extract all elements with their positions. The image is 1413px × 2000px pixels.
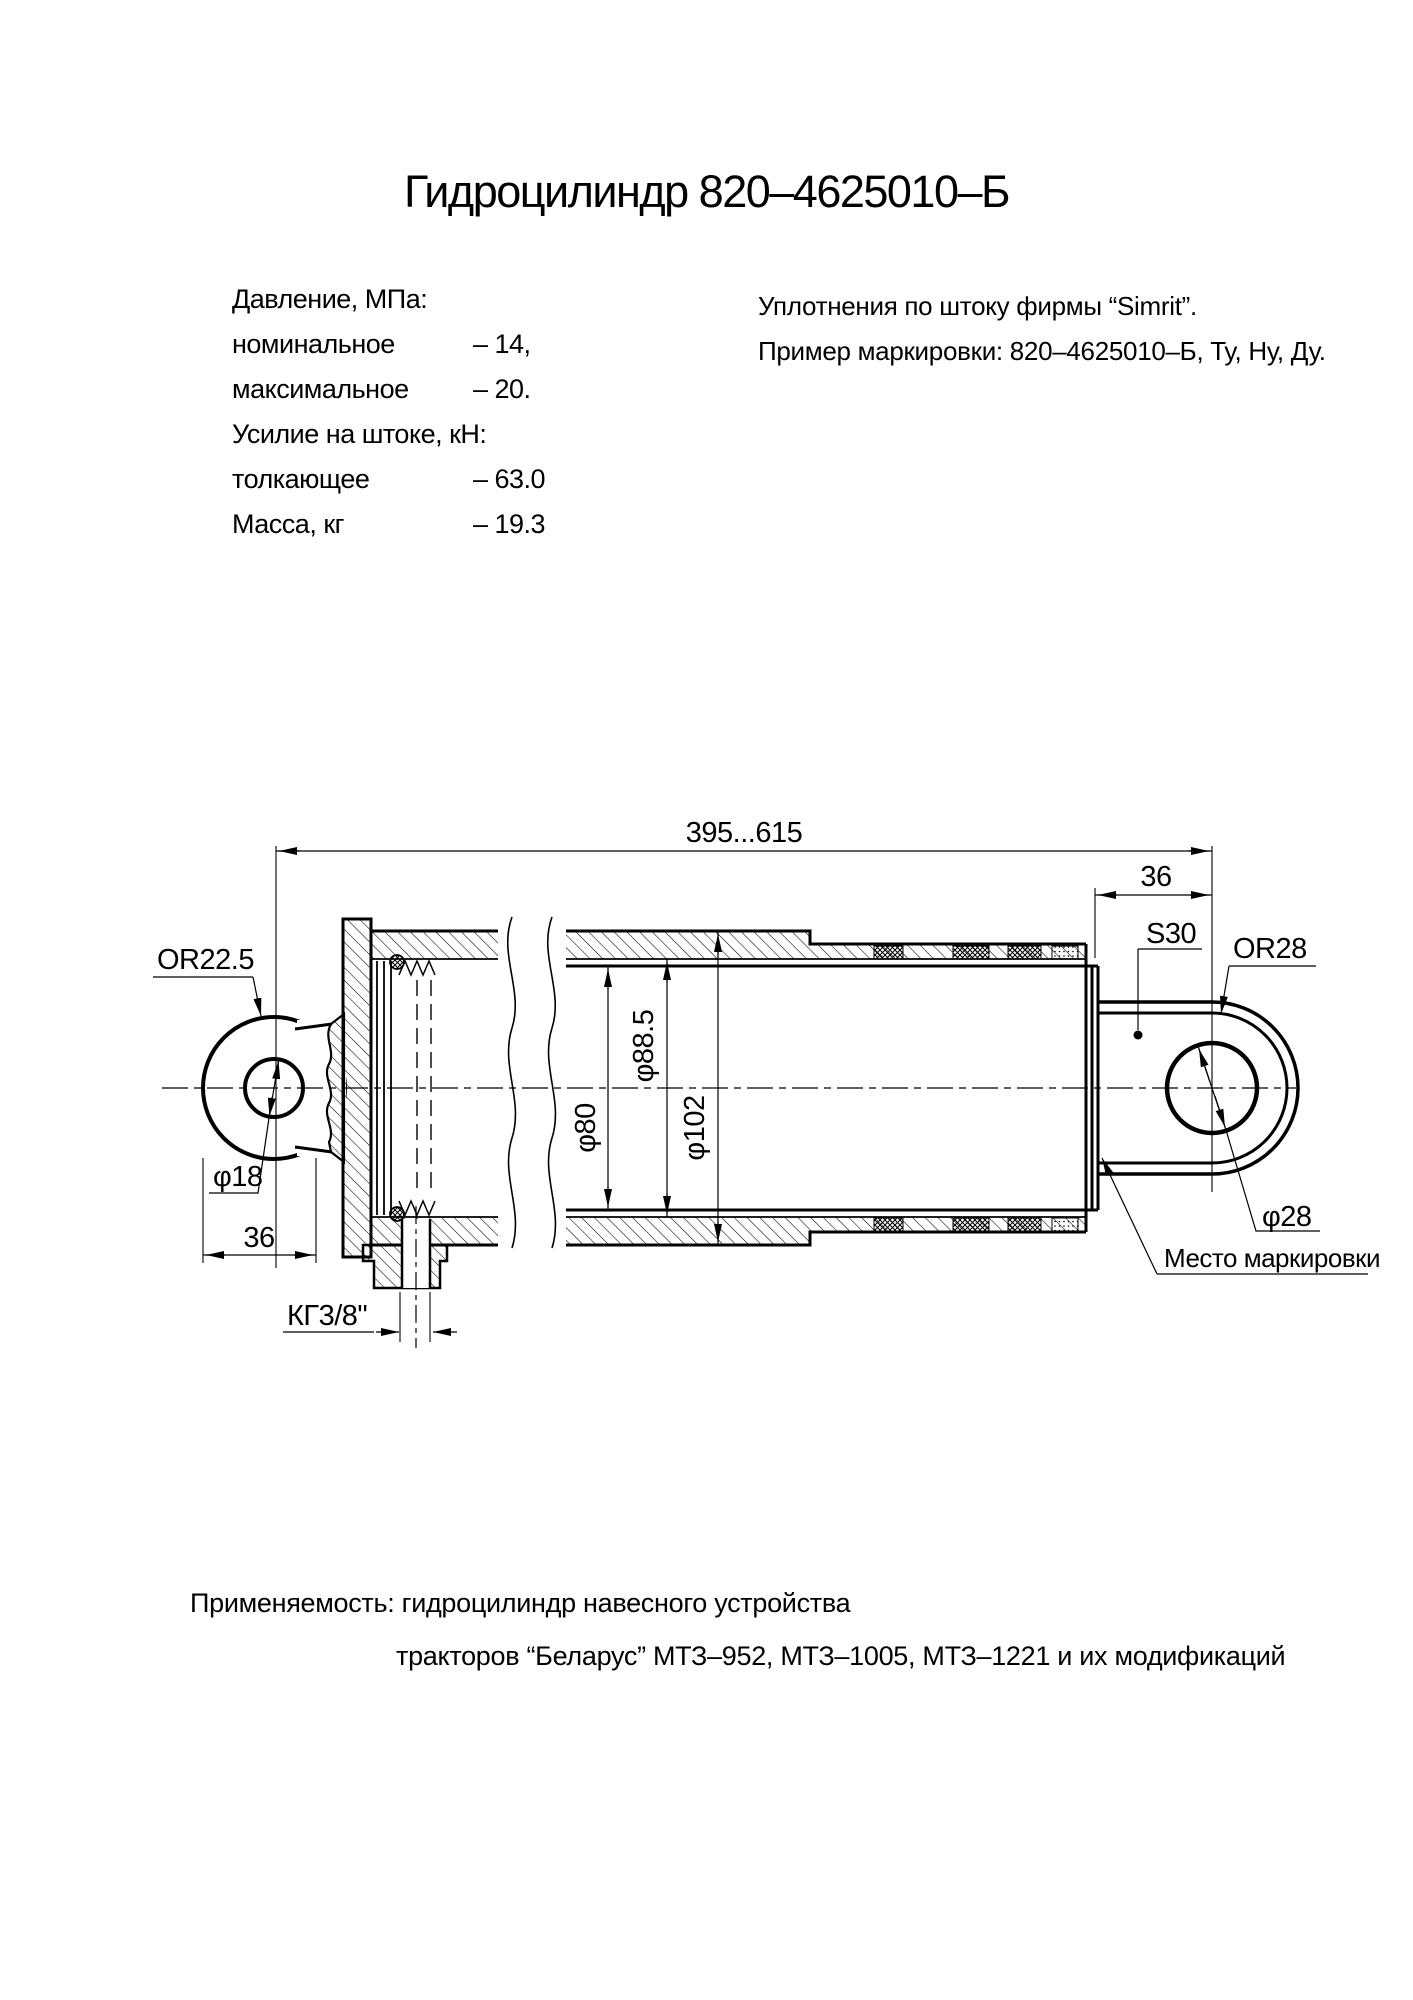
application-line2: тракторов “Беларус” МТЗ–952, МТЗ–1005, МТЗ–1221 и их модификаций [396, 1641, 1286, 1671]
application-line1: Применяемость: гидроцилиндр навесного устройства [190, 1588, 851, 1618]
leader-dot [1134, 1031, 1143, 1040]
dim-port-thread: КГ3/8" [287, 1300, 368, 1332]
o-ring [390, 955, 404, 969]
spec-label: Давление, МПа: [232, 284, 428, 314]
seal [1008, 1218, 1041, 1231]
dim-outer-diameter: φ102 [679, 1095, 711, 1161]
dim-right-eye: OR28 [1233, 933, 1307, 965]
dim-left-eye: OR22.5 [157, 944, 254, 976]
seal [874, 946, 903, 959]
dim-bore-diameter: φ88.5 [628, 1009, 660, 1083]
seal-note-line2: Пример маркировки: 820–4625010–Б, Ту, Ну, Ду. [758, 336, 1326, 366]
spec-value: – 19.3 [473, 509, 546, 539]
seal-note-line1: Уплотнения по штоку фирмы “Simrit”. [758, 291, 1197, 321]
dim-right-eye-offset: 36 [1140, 861, 1172, 893]
spec-value: – 14, [473, 329, 531, 359]
spec-label: толкающее [232, 464, 370, 494]
wiper-seal [1052, 946, 1078, 959]
spec-value: – 20. [473, 374, 531, 404]
dim-right-eye-hole: φ28 [1262, 1201, 1312, 1233]
dim-left-eye-hole: φ18 [213, 1161, 263, 1193]
seal [953, 946, 989, 959]
spec-label: номинальное [232, 329, 395, 359]
dim-flats: S30 [1146, 918, 1197, 950]
seal [1008, 946, 1041, 959]
seal [874, 1218, 903, 1231]
o-ring [390, 1207, 404, 1221]
page-title: Гидроцилиндр 820–4625010–Б [403, 166, 1010, 217]
dim-rod-diameter: φ80 [570, 1103, 602, 1153]
dim-overall-length: 395...615 [685, 817, 803, 849]
seal [953, 1218, 989, 1231]
marking-note: Место маркировки [1164, 1243, 1381, 1273]
spec-label: максимальное [232, 374, 409, 404]
break-lines [508, 917, 556, 1248]
spec-value: – 63.0 [473, 464, 546, 494]
spec-label: Усилие на штоке, кН: [232, 419, 487, 449]
dim-left-eye-offset: 36 [243, 1222, 275, 1254]
wiper-seal [1052, 1218, 1078, 1231]
spec-label: Масса, кг [232, 509, 344, 539]
